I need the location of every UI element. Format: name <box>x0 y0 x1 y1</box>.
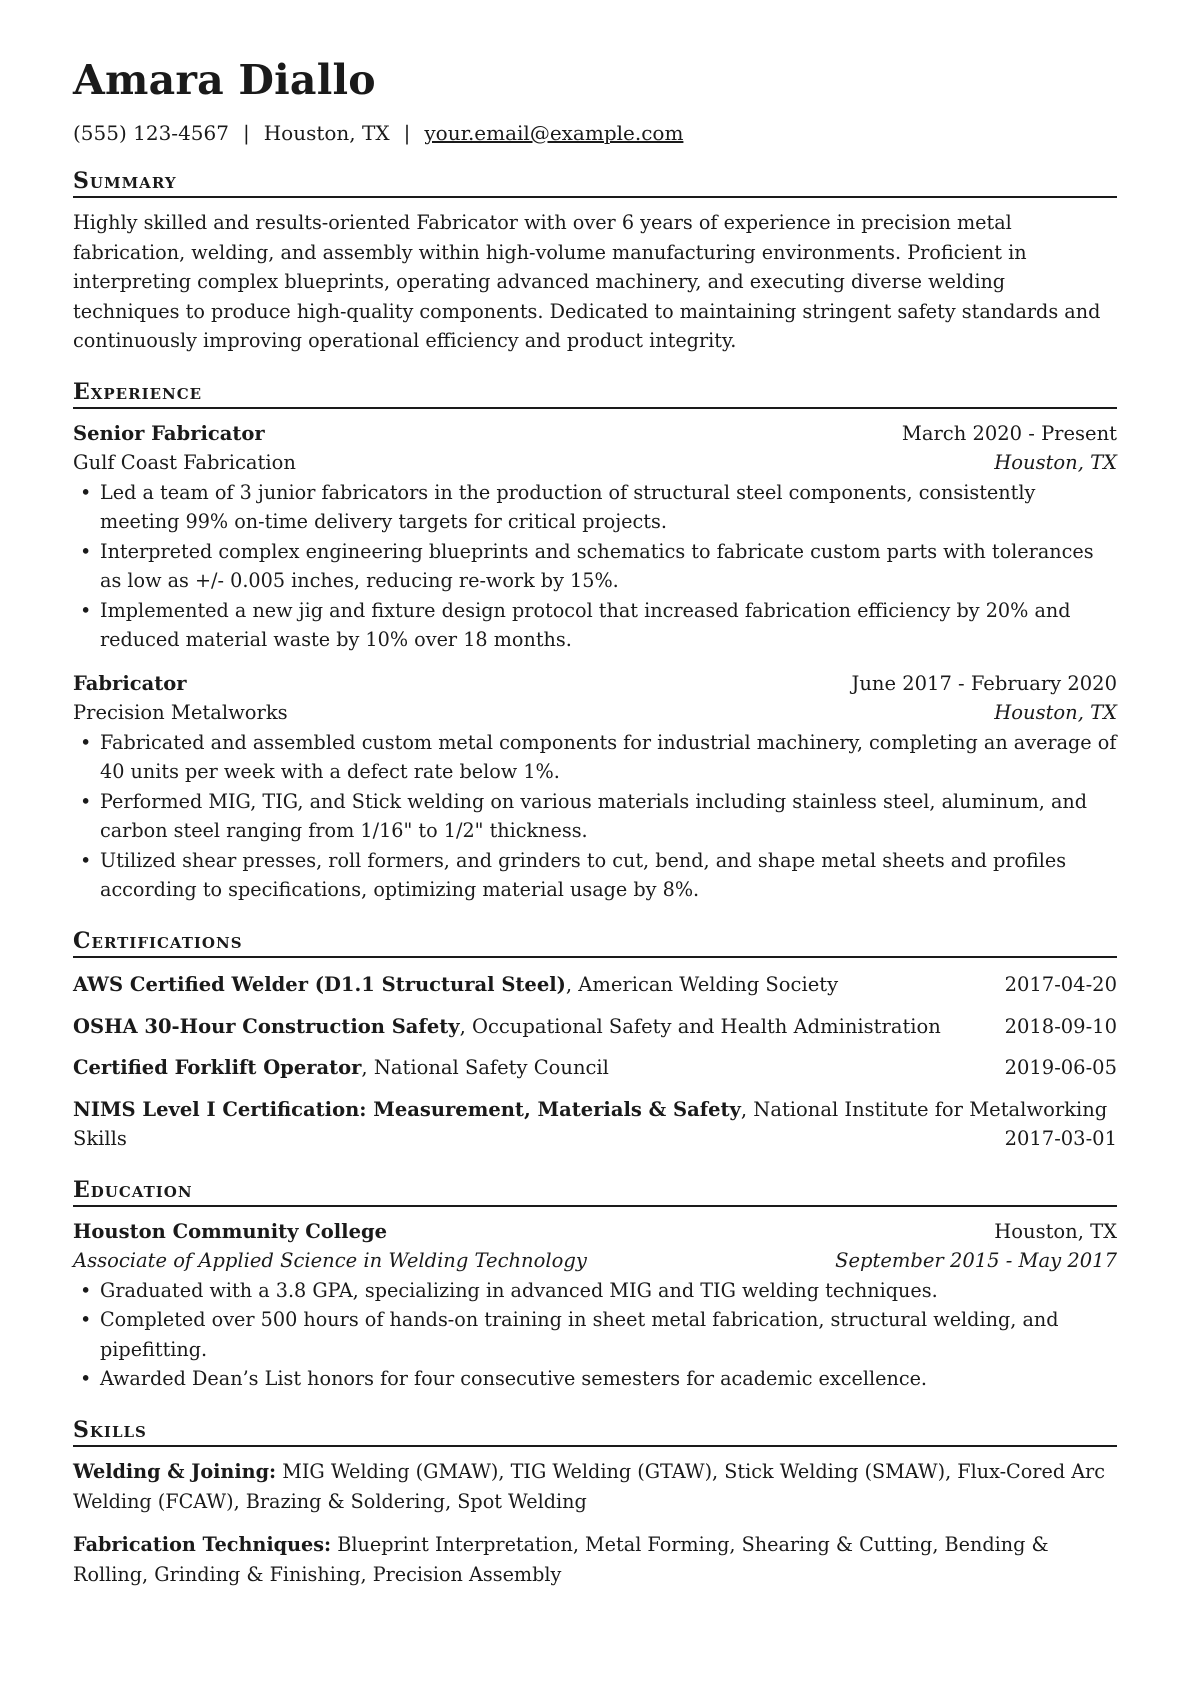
certification-name: OSHA 30-Hour Construction Safety <box>73 1014 460 1038</box>
bullet-icon: • <box>80 730 92 754</box>
bullet-icon: • <box>80 1278 92 1302</box>
section-title-education: Education <box>73 1178 1117 1207</box>
education-bullets <box>73 1276 1117 1394</box>
candidate-name: Amara Diallo <box>73 56 376 104</box>
certification-item <box>73 1095 1117 1154</box>
certification-date: 2017-03-01 <box>1004 1127 1117 1151</box>
certification-name: AWS Certified Welder (D1.1 Structural Steel) <box>73 973 566 997</box>
job-bullets <box>73 478 1117 655</box>
skill-group-label: Welding & Joining: <box>73 1460 277 1484</box>
job-bullets <box>73 728 1117 905</box>
contact-line <box>73 121 1117 145</box>
bullet-text: Led a team of 3 junior fabricators in the production of structural steel components, consistently meeting 99% on-time delivery targets for critical projects. <box>100 480 1036 534</box>
certification-item <box>73 1053 1117 1083</box>
job-company: Gulf Coast Fabrication <box>73 451 296 475</box>
list-item <box>73 1305 1117 1364</box>
bullet-text: Graduated with a 3.8 GPA, specializing in advanced MIG and TIG welding techniques. <box>100 1278 938 1302</box>
certification-issuer: , American Welding Society <box>565 973 839 997</box>
certification-date: 2017-04-20 <box>1004 973 1117 997</box>
phone-number: (555) 123-4567 <box>73 121 229 146</box>
location: Houston, TX <box>263 121 390 146</box>
bullet-text: Interpreted complex engineering blueprints and schematics to fabricate custom parts with tolerances as low as +/- 0.005 inches, reducing re-work by 15%. <box>100 539 1094 593</box>
certification-date: 2018-09-10 <box>1004 1014 1117 1038</box>
bullet-icon: • <box>80 480 92 504</box>
list-item <box>73 596 1117 655</box>
job-role: Senior Fabricator <box>73 421 265 445</box>
skill-group-items: Blueprint Interpretation, Metal Forming, Shearing & Cutting, Bending & Rolling, Grinding & Finishing, Precision Assembly <box>73 1533 1049 1586</box>
bullet-text: Completed over 500 hours of hands-on training in sheet metal fabrication, structural welding, and pipefitting. <box>100 1308 1059 1361</box>
bullet-icon: • <box>80 1308 92 1332</box>
education-subheader <box>73 1246 1117 1276</box>
skill-group-items: MIG Welding (GMAW), TIG Welding (GTAW), Stick Welding (SMAW), Flux-Cored Arc Welding (FCAW), Brazing & Soldering, Spot Welding <box>73 1460 1105 1513</box>
contact-separator: | <box>403 121 411 146</box>
certification-item <box>73 970 1117 1000</box>
certification-name: NIMS Level I Certification: Measurement, Materials & Safety <box>73 1097 741 1121</box>
email-link[interactable]: your.email@example.com <box>424 121 684 146</box>
job-location: Houston, TX <box>994 451 1117 475</box>
certification-date: 2019-06-05 <box>1004 1056 1117 1080</box>
job-role: Fabricator <box>73 671 187 695</box>
job-dates: March 2020 - Present <box>901 421 1117 445</box>
list-item <box>73 846 1117 905</box>
section-title-experience: Experience <box>73 380 1117 409</box>
section-title-summary: Summary <box>73 169 1117 198</box>
job-subheader <box>73 448 1117 478</box>
bullet-text: Fabricated and assembled custom metal components for industrial machinery, completing an average of 40 units per week with a defect rate below 1%. <box>100 730 1117 784</box>
skill-group-label: Fabrication Techniques: <box>73 1533 332 1557</box>
bullet-icon: • <box>80 539 92 563</box>
job-company: Precision Metalworks <box>73 701 288 725</box>
bullet-text: Utilized shear presses, roll formers, and grinders to cut, bend, and shape metal sheets and profiles according to specifications, optimizing material usage by 8%. <box>100 848 1067 902</box>
job-header <box>73 669 1117 699</box>
list-item <box>73 1364 1117 1394</box>
certification-issuer: , National Institute for Metalworking Skills <box>73 1097 1108 1151</box>
certification-issuer: , Occupational Safety and Health Administration <box>459 1014 941 1038</box>
certification-issuer: , National Safety Council <box>361 1056 609 1080</box>
section-title-certifications: Certifications <box>73 929 1117 958</box>
education-dates: September 2015 - May 2017 <box>835 1249 1117 1273</box>
bullet-text: Awarded Dean’s List honors for four consecutive semesters for academic excellence. <box>100 1367 928 1391</box>
education-header <box>73 1217 1117 1247</box>
bullet-text: Performed MIG, TIG, and Stick welding on various materials including stainless steel, aluminum, and carbon steel ranging from 1/16" to 1/2" thickness. <box>100 789 1088 843</box>
certification-name: Certified Forklift Operator <box>73 1056 362 1080</box>
job-subheader <box>73 698 1117 728</box>
bullet-icon: • <box>80 789 92 813</box>
list-item <box>73 728 1117 787</box>
job-location: Houston, TX <box>994 701 1117 725</box>
job-header <box>73 419 1117 449</box>
job-entry <box>73 419 1117 655</box>
bullet-icon: • <box>80 598 92 622</box>
list-item <box>73 537 1117 596</box>
list-item <box>73 787 1117 846</box>
school-name: Houston Community College <box>73 1219 388 1243</box>
bullet-icon: • <box>80 1367 92 1391</box>
school-location: Houston, TX <box>994 1219 1117 1243</box>
certification-item <box>73 1012 1117 1042</box>
section-title-skills: Skills <box>73 1418 1117 1447</box>
list-item <box>73 478 1117 537</box>
summary-text: Highly skilled and results-oriented Fabricator with over 6 years of experience in precision metal fabrication, welding, and assembly within high-volume manufacturing environments. Proficient in interpreting complex blueprints, operating advanced machinery, and executing diverse welding techniques to produce high-quality components. Dedicated to maintaining stringent safety standards and continuously improving operational efficiency and product integrity. <box>73 211 1101 353</box>
contact-separator: | <box>242 121 250 146</box>
job-entry <box>73 669 1117 905</box>
skill-group <box>73 1457 1117 1516</box>
education-entry <box>73 1217 1117 1394</box>
job-dates: June 2017 - February 2020 <box>851 671 1117 695</box>
skill-group <box>73 1530 1117 1589</box>
bullet-text: Implemented a new jig and fixture design protocol that increased fabrication efficiency by 20% and reduced material waste by 10% over 18 months. <box>100 598 1071 652</box>
list-item <box>73 1276 1117 1306</box>
bullet-icon: • <box>80 848 92 872</box>
degree-name: Associate of Applied Science in Welding Technology <box>73 1249 587 1273</box>
